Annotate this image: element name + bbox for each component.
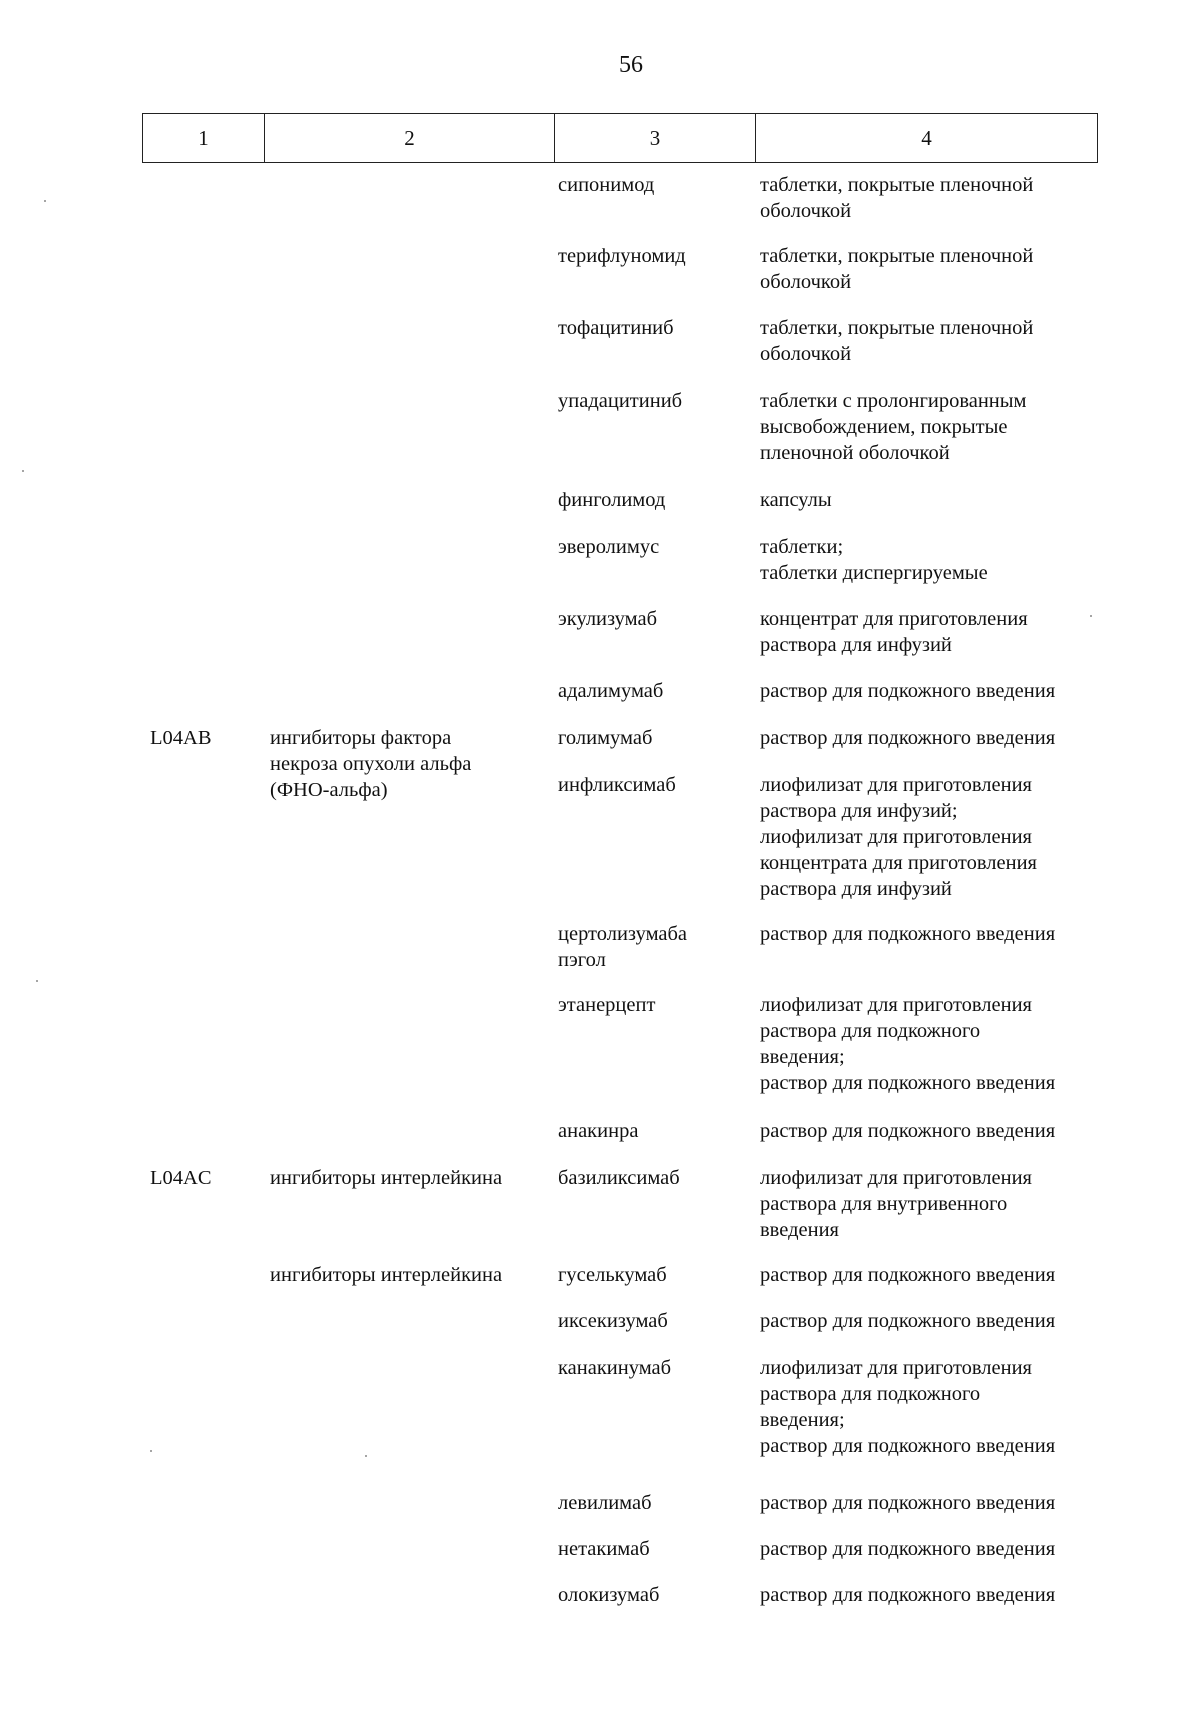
dosage-form-cell — [760, 243, 1100, 295]
drug-name-cell — [558, 1490, 738, 1516]
dosage-form-line: раствора для инфузий; — [760, 800, 958, 822]
dosage-form-line: лиофилизат для приготовления — [760, 774, 1032, 796]
group-name-cell — [270, 1165, 540, 1191]
drug-name-cell — [558, 1118, 738, 1144]
dosage-form-line: раствора для инфузий — [760, 878, 952, 900]
drug-name-cell — [558, 315, 738, 341]
dosage-form-cell — [760, 921, 1100, 947]
drug-name-cell — [558, 534, 738, 560]
dosage-form-line: таблетки; — [760, 536, 844, 558]
dosage-form-line: раствор для подкожного введения — [760, 1264, 1056, 1286]
dosage-form-line: лиофилизат для приготовления — [760, 826, 1032, 848]
dosage-form-cell — [760, 315, 1100, 367]
dosage-form-cell — [760, 606, 1100, 658]
drug-name-line: гуселькумаб — [558, 1264, 667, 1286]
header-cell-4: 4 — [921, 125, 932, 150]
drug-name-cell — [558, 243, 738, 269]
header-cell-3: 3 — [555, 114, 756, 162]
header-cell-2: 2 — [265, 114, 555, 162]
dosage-form-line: раствора для подкожного — [760, 1383, 981, 1405]
drug-name-line: левилимаб — [558, 1492, 652, 1514]
dosage-form-line: лиофилизат для приготовления — [760, 994, 1032, 1016]
dosage-form-line: пленочной оболочкой — [760, 442, 950, 464]
drug-name-line: упадацитиниб — [558, 390, 683, 412]
drug-name-cell — [558, 1308, 738, 1334]
dosage-form-cell — [760, 678, 1100, 704]
dosage-form-line: раствор для подкожного введения — [760, 1310, 1056, 1332]
atc-code-line: L04AB — [150, 727, 212, 749]
drug-name-line: сипонимод — [558, 174, 655, 196]
drug-name-line: терифлуномид — [558, 245, 686, 267]
dosage-form-cell — [760, 725, 1100, 751]
group-name-cell — [270, 725, 540, 803]
drug-name-cell — [558, 1262, 738, 1288]
dosage-form-cell — [760, 1308, 1100, 1334]
page-number: 56 — [619, 52, 643, 78]
drug-name-line: цертолизумаба — [558, 923, 688, 945]
dosage-form-line: высвобождением, покрытые — [760, 416, 1008, 438]
dosage-form-cell — [760, 172, 1100, 224]
dosage-form-line: оболочкой — [760, 271, 852, 293]
dosage-form-line: раствор для подкожного введения — [760, 1120, 1056, 1142]
drug-name-cell — [558, 921, 738, 973]
drug-name-cell — [558, 1165, 738, 1191]
scan-speck — [150, 1450, 152, 1452]
group-name-line: ингибиторы интерлейкина — [270, 1264, 503, 1286]
dosage-form-line: оболочкой — [760, 200, 852, 222]
drug-name-line: анакинра — [558, 1120, 639, 1142]
atc-code-cell — [150, 725, 212, 751]
dosage-form-cell — [760, 1262, 1100, 1288]
dosage-form-line: раствор для подкожного введения — [760, 680, 1056, 702]
drug-name-cell — [558, 992, 738, 1018]
drug-name-line: финголимод — [558, 489, 666, 511]
group-name-line: некроза опухоли альфа — [270, 753, 472, 775]
drug-name-cell — [558, 678, 738, 704]
dosage-form-line: лиофилизат для приготовления — [760, 1167, 1032, 1189]
group-name-cell — [270, 1262, 540, 1288]
dosage-form-line: раствор для подкожного введения — [760, 727, 1056, 749]
dosage-form-cell — [760, 388, 1100, 466]
dosage-form-line: таблетки, покрытые пленочной — [760, 174, 1034, 196]
dosage-form-cell — [760, 992, 1100, 1096]
drug-name-cell — [558, 1536, 738, 1562]
dosage-form-line: раствор для подкожного введения — [760, 923, 1056, 945]
drug-name-line: экулизумаб — [558, 608, 658, 630]
dosage-form-line: раствор для подкожного введения — [760, 1538, 1056, 1560]
dosage-form-line: концентрат для приготовления — [760, 608, 1028, 630]
dosage-form-line: раствора для внутривенного — [760, 1193, 1008, 1215]
drug-name-line: эверолимус — [558, 536, 660, 558]
dosage-form-line: введения; — [760, 1046, 845, 1068]
dosage-form-cell — [760, 1118, 1100, 1144]
dosage-form-line: капсулы — [760, 489, 832, 511]
scan-speck — [1090, 615, 1092, 617]
drug-name-line: тофацитиниб — [558, 317, 674, 339]
drug-name-line: олокизумаб — [558, 1584, 660, 1606]
drug-name-cell — [558, 1582, 738, 1608]
drug-name-line: нетакимаб — [558, 1538, 650, 1560]
dosage-form-line: раствор для подкожного введения — [760, 1435, 1056, 1457]
dosage-form-line: оболочкой — [760, 343, 852, 365]
drug-name-cell — [558, 606, 738, 632]
dosage-form-cell — [760, 1582, 1100, 1608]
dosage-form-line: таблетки диспергируемые — [760, 562, 988, 584]
dosage-form-cell — [760, 1536, 1100, 1562]
scan-speck — [365, 1455, 367, 1457]
drug-name-cell — [558, 1355, 738, 1381]
drug-name-cell — [558, 487, 738, 513]
drug-name-line: канакинумаб — [558, 1357, 672, 1379]
dosage-form-cell — [760, 1490, 1100, 1516]
dosage-form-cell — [760, 1165, 1100, 1243]
dosage-form-line: таблетки, покрытые пленочной — [760, 317, 1034, 339]
dosage-form-line: таблетки с пролонгированным — [760, 390, 1027, 412]
dosage-form-line: раствор для подкожного введения — [760, 1584, 1056, 1606]
scan-speck — [22, 470, 24, 472]
dosage-form-line: раствора для инфузий — [760, 634, 952, 656]
dosage-form-line: таблетки, покрытые пленочной — [760, 245, 1034, 267]
drug-name-line: адалимумаб — [558, 680, 664, 702]
drug-name-cell — [558, 772, 738, 798]
dosage-form-cell — [760, 772, 1100, 902]
group-name-line: (ФНО-альфа) — [270, 779, 388, 801]
atc-code-line: L04AC — [150, 1167, 212, 1189]
drug-name-line: инфликсимаб — [558, 774, 676, 796]
dosage-form-line: раствор для подкожного введения — [760, 1492, 1056, 1514]
header-cell-1: 1 — [143, 114, 265, 162]
group-name-line: ингибиторы фактора — [270, 727, 452, 749]
dosage-form-line: раствор для подкожного введения — [760, 1072, 1056, 1094]
dosage-form-line: введения; — [760, 1409, 845, 1431]
dosage-form-line: введения — [760, 1219, 839, 1241]
dosage-form-line: концентрата для приготовления — [760, 852, 1037, 874]
drug-name-line: базиликсимаб — [558, 1167, 680, 1189]
group-name-line: ингибиторы интерлейкина — [270, 1167, 503, 1189]
drug-name-line: голимумаб — [558, 727, 653, 749]
dosage-form-cell — [760, 534, 1100, 586]
dosage-form-cell — [760, 487, 1100, 513]
scan-speck — [36, 980, 38, 982]
dosage-form-line: лиофилизат для приготовления — [760, 1357, 1032, 1379]
drug-name-cell — [558, 388, 738, 414]
scan-speck — [44, 200, 46, 202]
dosage-form-cell — [760, 1355, 1100, 1459]
drug-name-cell — [558, 172, 738, 198]
drug-name-line: этанерцепт — [558, 994, 656, 1016]
dosage-form-line: раствора для подкожного — [760, 1020, 981, 1042]
drug-name-line: иксекизумаб — [558, 1310, 668, 1332]
atc-code-cell — [150, 1165, 212, 1191]
drug-name-cell — [558, 725, 738, 751]
drug-name-line: пэгол — [558, 949, 606, 971]
